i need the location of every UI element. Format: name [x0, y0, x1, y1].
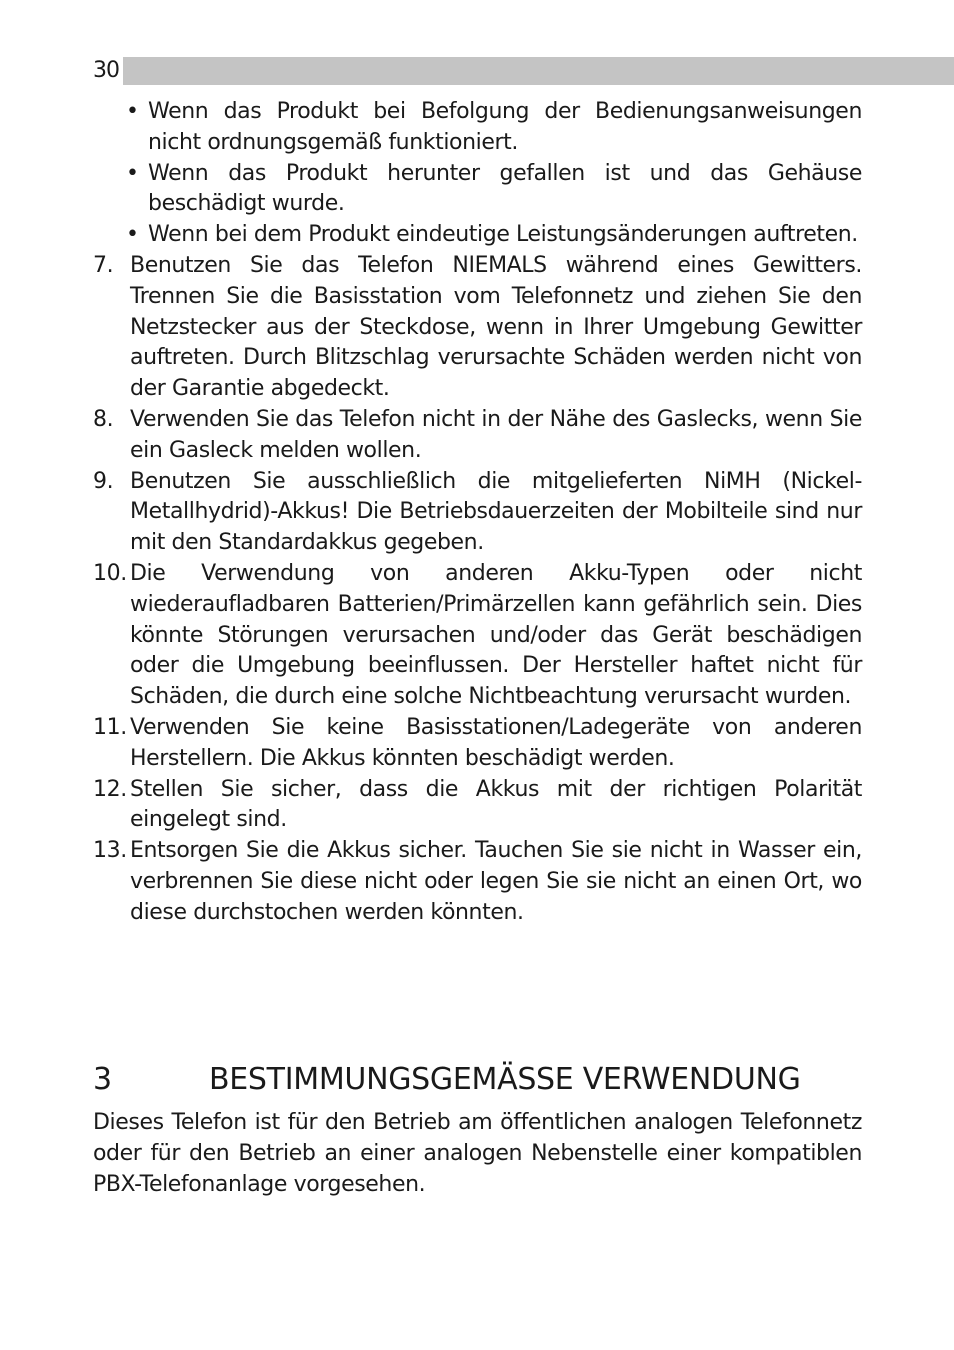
bullet-text: Wenn das Produkt bei Befolgung der Bedienungsanweisungen nicht ordnungsgemäß funktioniert. [148, 99, 862, 155]
list-item [93, 713, 862, 775]
list-item [93, 251, 862, 405]
item-number: 11. [93, 714, 127, 740]
list-item [93, 559, 862, 713]
item-text: Verwenden Sie keine Basisstationen/Ladegeräte von anderen Herstellern. Die Akkus könnten beschädigt werden. [130, 714, 862, 771]
list-item [93, 467, 862, 559]
list-item [93, 775, 862, 837]
item-text: Stellen Sie sicher, dass die Akkus mit der richtigen Polarität eingelegt sind. [130, 776, 862, 833]
item-text: Entsorgen Sie die Akkus sicher. Tauchen Sie sie nicht in Wasser ein, verbrennen Sie diese nicht oder legen Sie sie nicht an einen Ort, wo diese durchstochen werden könnten. [130, 838, 862, 925]
bullet-text: Wenn das Produkt herunter gefallen ist und das Gehäuse beschädigt wurde. [148, 160, 862, 217]
section-number: 3 [93, 1062, 112, 1097]
item-number: 7. [93, 252, 114, 278]
numbered-list [93, 251, 862, 929]
section-body: Dieses Telefon ist für den Betrieb am öffentlichen analogen Telefonnetz oder für den Betrieb an einer analogen Nebenstelle einer kompatiblen PBX-Telefonanlage vorgesehen. [93, 1110, 862, 1197]
item-number: 12. [93, 776, 127, 802]
item-text: Die Verwendung von anderen Akku-Typen oder nicht wiederaufladbaren Batterien/Primärzellen kann gefährlich sein. Dies könnte Störungen verursachen und/oder das Gerät beschädigen oder die Umgebung beeinflussen. Der Hersteller haftet nicht für Schäden, die durch eine solche Nichtbeachtung verursacht wurden. [130, 560, 862, 710]
section-heading [93, 1061, 862, 1099]
bullet-item [126, 220, 862, 251]
bullet-icon: • [126, 99, 139, 124]
bullet-item [126, 159, 862, 221]
bullet-icon: • [126, 222, 139, 248]
content [93, 97, 862, 929]
item-number: 9. [93, 468, 114, 494]
bullet-item [126, 97, 862, 159]
item-text: Benutzen Sie ausschließlich die mitgelieferten NiMH (Nickel-Metallhydrid)-Akkus! Die Betriebsdauerzeiten der Mobilteile sind nur mit den Standardakkus gegeben. [130, 468, 862, 556]
item-number: 13. [93, 838, 127, 864]
list-item [93, 405, 862, 467]
item-text: Verwenden Sie das Telefon nicht in der Nähe des Gaslecks, wenn Sie ein Gasleck melden wollen. [130, 406, 862, 463]
item-text: Benutzen Sie das Telefon NIEMALS während eines Gewitters. Trennen Sie die Basisstation vom Telefonnetz und ziehen Sie den Netzstecker aus der Steckdose, wenn in Ihrer Umgebung Gewitter auftreten. Durch Blitzschlag verursachte Schäden werden nicht von der Garantie abgedeckt. [130, 252, 862, 402]
section-title: BESTIMMUNGSGEMÄSSE VERWENDUNG [209, 1062, 801, 1097]
item-number: 10. [93, 560, 127, 586]
list-item [93, 836, 862, 928]
bullet-text: Wenn bei dem Produkt eindeutige Leistungsänderungen auftreten. [148, 222, 858, 248]
bullet-list [126, 97, 862, 251]
header-bar [93, 57, 954, 85]
item-number: 8. [93, 406, 114, 432]
bullet-icon: • [126, 160, 139, 186]
page-number: 30 [93, 57, 123, 85]
